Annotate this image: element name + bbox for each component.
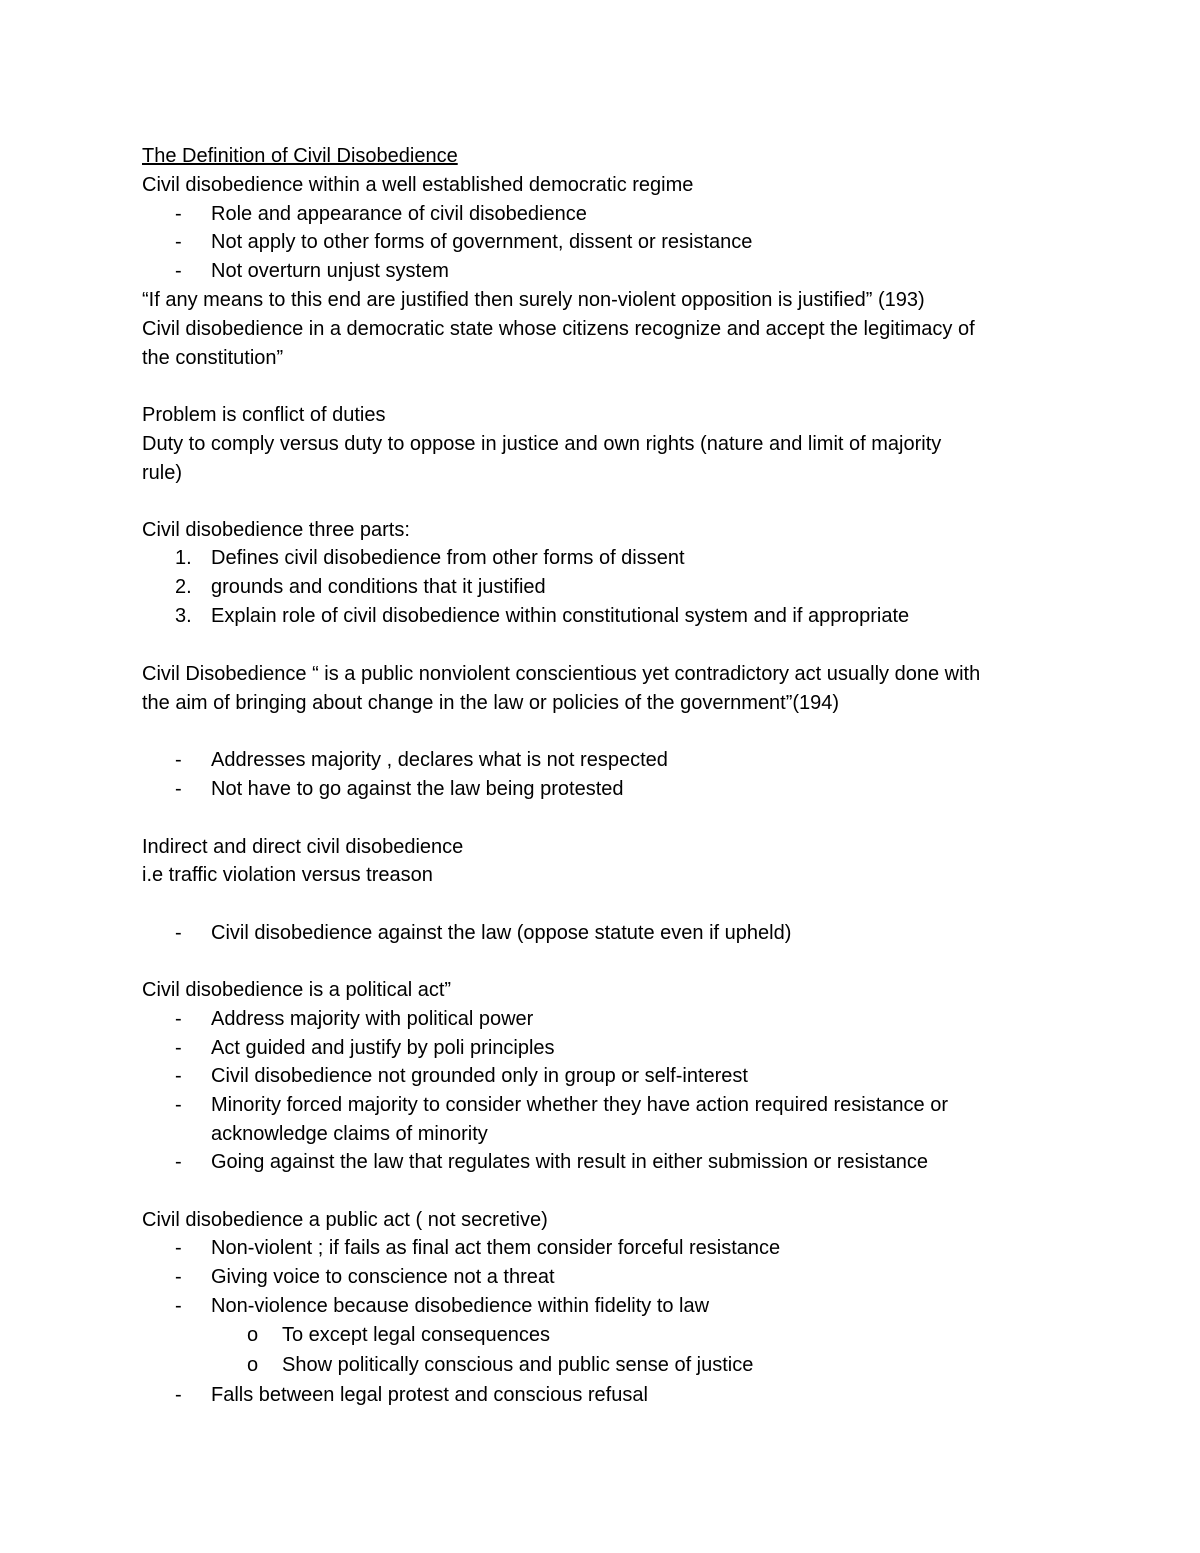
text-line: Civil disobedience three parts:	[142, 519, 410, 541]
list-item: Not apply to other forms of government, dissent or resistance	[211, 231, 753, 253]
list-item: Giving voice to conscience not a threat	[211, 1266, 555, 1288]
text-line: Civil disobedience is a political act”	[142, 979, 452, 1001]
dash-bullet: -	[175, 260, 182, 282]
text-line: Civil disobedience in a democratic state whose citizens recognize and accept the legitimacy of	[142, 318, 975, 340]
list-item: Not overturn unjust system	[211, 260, 449, 282]
text-line: Civil disobedience a public act ( not secretive)	[142, 1209, 548, 1231]
dash-bullet: -	[175, 749, 182, 771]
list-item: Act guided and justify by poli principles	[211, 1037, 555, 1059]
list-item: Addresses majority , declares what is not respected	[211, 749, 668, 771]
dash-bullet: -	[175, 1151, 182, 1173]
list-item: Defines civil disobedience from other forms of dissent	[211, 547, 685, 569]
document-title: The Definition of Civil Disobedience	[142, 145, 458, 167]
number-marker: 3.	[175, 605, 192, 627]
list-item: Role and appearance of civil disobedience	[211, 203, 587, 225]
dash-bullet: -	[175, 1065, 182, 1087]
number-marker: 1.	[175, 547, 192, 569]
dash-bullet: -	[175, 1237, 182, 1259]
list-item: Explain role of civil disobedience within constitutional system and if appropriate	[211, 605, 910, 627]
list-item: grounds and conditions that it justified	[211, 576, 546, 598]
list-item: Address majority with political power	[211, 1008, 534, 1030]
sub-list-item: Show politically conscious and public sense of justice	[282, 1354, 754, 1376]
dash-bullet: -	[175, 778, 182, 800]
text-line: i.e traffic violation versus treason	[142, 864, 433, 886]
dash-bullet: -	[175, 1384, 182, 1406]
list-item: Minority forced majority to consider whether they have action required resistance or	[211, 1094, 949, 1116]
dash-bullet: -	[175, 1008, 182, 1030]
text-line: Duty to comply versus duty to oppose in justice and own rights (nature and limit of majority	[142, 433, 942, 455]
dash-bullet: -	[175, 1295, 182, 1317]
sub-list-item: To except legal consequences	[282, 1324, 550, 1346]
text-line: rule)	[142, 462, 183, 484]
text-line: Problem is conflict of duties	[142, 404, 386, 426]
text-line: the constitution”	[142, 347, 284, 369]
circle-bullet: o	[247, 1354, 259, 1376]
text-line: “If any means to this end are justified then surely non-violent opposition is justified” (193)	[142, 289, 925, 311]
dash-bullet: -	[175, 1094, 182, 1116]
list-item: Civil disobedience against the law (oppose statute even if upheld)	[211, 922, 792, 944]
list-item: Civil disobedience not grounded only in group or self-interest	[211, 1065, 748, 1087]
list-item: Not have to go against the law being protested	[211, 778, 624, 800]
text-line: Civil disobedience within a well established democratic regime	[142, 174, 694, 196]
circle-bullet: o	[247, 1324, 259, 1346]
dash-bullet: -	[175, 1266, 182, 1288]
number-marker: 2.	[175, 576, 192, 598]
text-line: Indirect and direct civil disobedience	[142, 836, 464, 858]
list-item: Going against the law that regulates with result in either submission or resistance	[211, 1151, 929, 1173]
dash-bullet: -	[175, 203, 182, 225]
dash-bullet: -	[175, 922, 182, 944]
list-item: Non-violence because disobedience within fidelity to law	[211, 1295, 710, 1317]
list-item: Non-violent ; if fails as final act them consider forceful resistance	[211, 1237, 781, 1259]
dash-bullet: -	[175, 231, 182, 253]
text-line: the aim of bringing about change in the law or policies of the government”(194)	[142, 692, 840, 714]
text-line: Civil Disobedience “ is a public nonviolent conscientious yet contradictory act usually done with	[142, 663, 981, 685]
dash-bullet: -	[175, 1037, 182, 1059]
list-item-continuation: acknowledge claims of minority	[211, 1123, 488, 1145]
list-item: Falls between legal protest and conscious refusal	[211, 1384, 648, 1406]
